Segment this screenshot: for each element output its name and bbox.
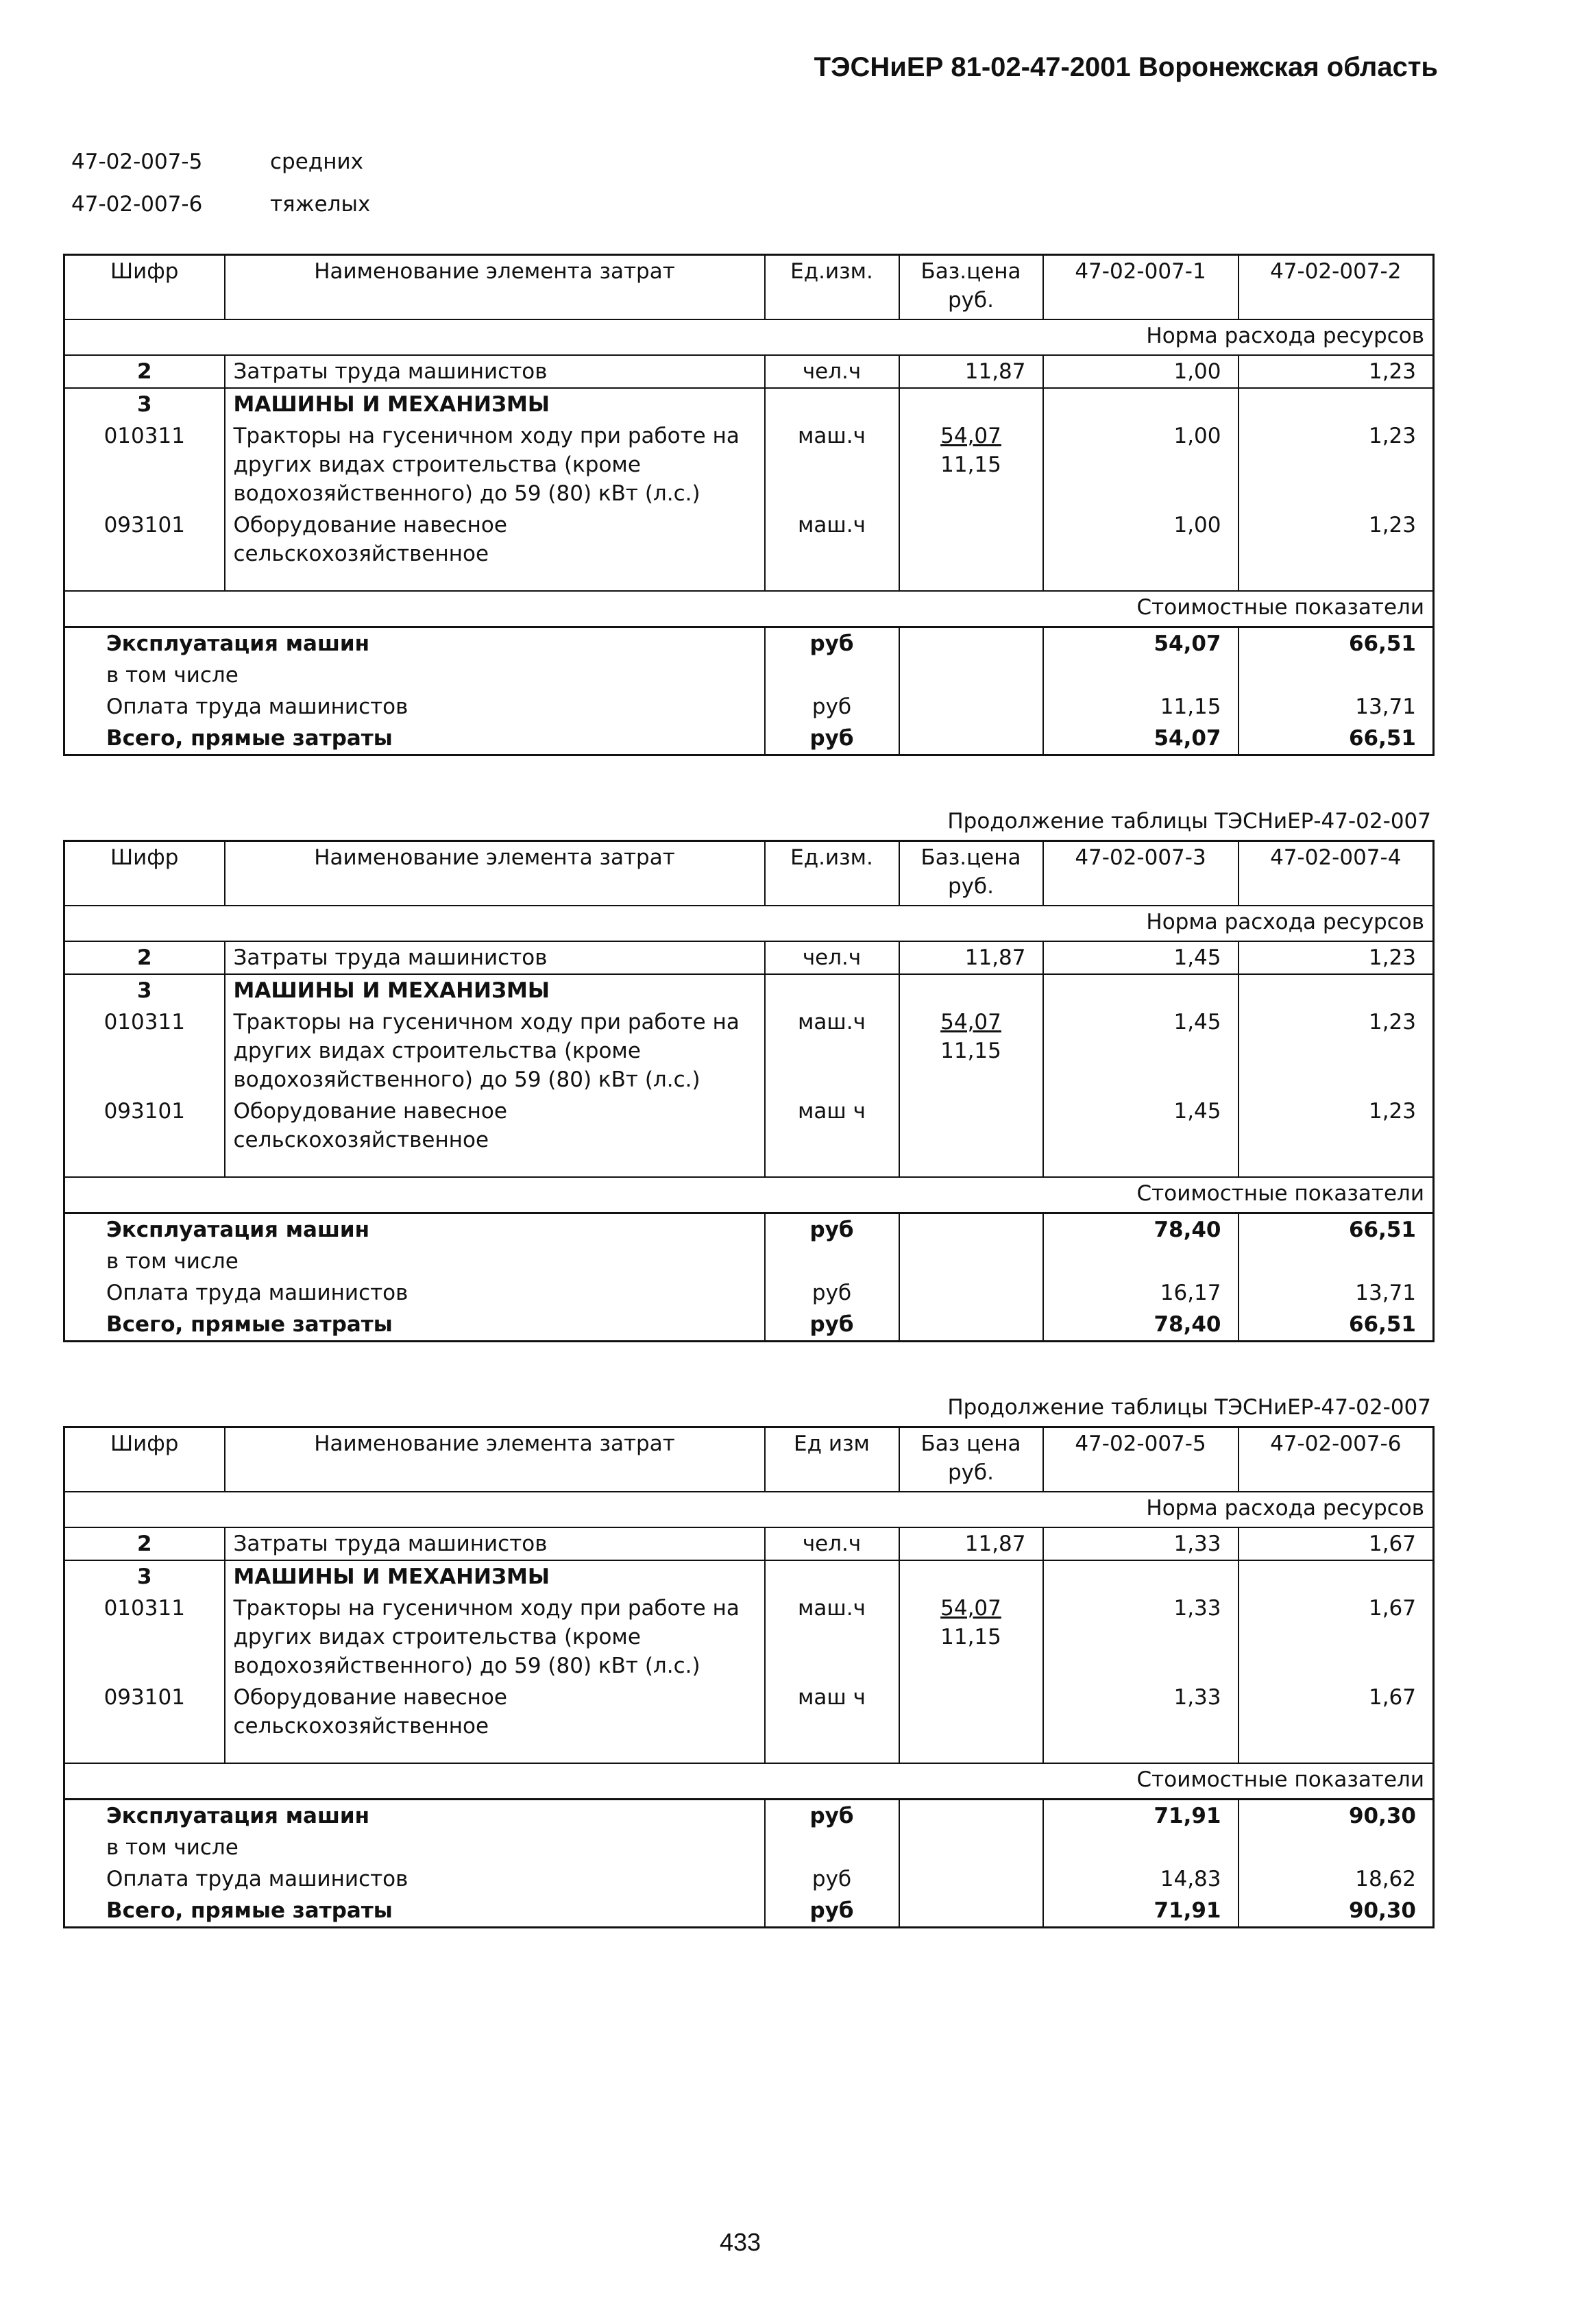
header-col-1: 47-02-007-5 (1043, 1427, 1239, 1492)
row-name: Затраты труда машинистов (225, 1527, 765, 1560)
empty-cell (225, 1742, 765, 1763)
section-name: МАШИНЫ И МЕХАНИЗМЫ (225, 974, 765, 1006)
price-labor: 11,15 (940, 1039, 1001, 1063)
empty-cell (765, 1156, 899, 1177)
spacer-row (64, 570, 1434, 591)
row-value-2: 1,67 (1239, 1682, 1434, 1742)
table-row (64, 509, 1434, 570)
norm-label: Норма расхода ресурсов (64, 1492, 1434, 1527)
summary-name: в том числе (64, 1832, 765, 1863)
summary-value-2: 66,51 (1239, 1309, 1434, 1342)
section-row (64, 1560, 1434, 1593)
empty-cell (899, 691, 1043, 723)
empty-cell (899, 659, 1043, 691)
summary-unit: руб (765, 627, 899, 660)
table-row (64, 1096, 1434, 1156)
empty-cell (899, 723, 1043, 755)
summary-name: Эксплуатация машин (64, 1213, 765, 1246)
row-value-1: 1,00 (1043, 420, 1239, 509)
intro-label: средних (270, 149, 363, 174)
cost-band-row (64, 591, 1434, 627)
summary-unit: руб (765, 1863, 899, 1895)
summary-value-1: 71,91 (1043, 1895, 1239, 1928)
empty-cell (899, 388, 1043, 420)
summary-unit: руб (765, 1277, 899, 1309)
table-row (64, 1527, 1434, 1560)
row-name: Оборудование навесное сельскохозяйственное (225, 1682, 765, 1742)
header-unit: Ед.изм. (765, 841, 899, 906)
summary-row (64, 723, 1434, 755)
summary-unit: руб (765, 691, 899, 723)
cost-label: Стоимостные показатели (64, 1763, 1434, 1800)
resource-table (63, 1426, 1435, 1928)
price-main: 54,07 (940, 424, 1001, 448)
price-labor: 11,15 (940, 452, 1001, 477)
row-value-2: 1,23 (1239, 1006, 1434, 1096)
summary-value-1: 78,40 (1043, 1213, 1239, 1246)
summary-row (64, 1246, 1434, 1277)
row-value-1: 1,45 (1043, 1006, 1239, 1096)
resource-table (63, 840, 1435, 1342)
row-price: 11,87 (899, 941, 1043, 974)
empty-cell (1043, 659, 1239, 691)
header-col-1: 47-02-007-3 (1043, 841, 1239, 906)
section-name: МАШИНЫ И МЕХАНИЗМЫ (225, 388, 765, 420)
summary-name: Эксплуатация машин (64, 1800, 765, 1832)
row-unit: чел.ч (765, 355, 899, 388)
section-row (64, 388, 1434, 420)
header-price: Баз.цена руб. (899, 841, 1043, 906)
empty-cell (765, 388, 899, 420)
empty-cell (1239, 1156, 1434, 1177)
section-row (64, 974, 1434, 1006)
norm-label: Норма расхода ресурсов (64, 906, 1434, 941)
empty-cell (899, 1156, 1043, 1177)
summary-value-2: 90,30 (1239, 1895, 1434, 1928)
empty-cell (899, 1832, 1043, 1863)
price-main: 54,07 (940, 1010, 1001, 1034)
summary-value-2: 90,30 (1239, 1800, 1434, 1832)
document-title: ТЭСНиЕР 81-02-47-2001 Воронежская область (814, 52, 1438, 82)
summary-row (64, 659, 1434, 691)
table-row (64, 1682, 1434, 1742)
empty-cell (765, 974, 899, 1006)
spacer-row (64, 1156, 1434, 1177)
empty-cell (899, 1863, 1043, 1895)
table-row (64, 1006, 1434, 1096)
summary-unit: руб (765, 1800, 899, 1832)
row-code: 093101 (64, 1096, 225, 1156)
summary-value-2: 13,71 (1239, 691, 1434, 723)
empty-cell (1239, 1742, 1434, 1763)
summary-value-2: 13,71 (1239, 1277, 1434, 1309)
spacer-row (64, 1742, 1434, 1763)
empty-cell (765, 1560, 899, 1593)
summary-name: Оплата труда машинистов (64, 1863, 765, 1895)
row-unit: маш.ч (765, 1593, 899, 1682)
row-price: 11,87 (899, 1527, 1043, 1560)
empty-cell (64, 570, 225, 591)
row-value-2: 1,23 (1239, 420, 1434, 509)
row-unit: чел.ч (765, 941, 899, 974)
summary-value-1: 11,15 (1043, 691, 1239, 723)
summary-unit: руб (765, 1895, 899, 1928)
summary-unit: руб (765, 1213, 899, 1246)
row-unit: маш ч (765, 1096, 899, 1156)
empty-cell (899, 1246, 1043, 1277)
empty-cell (899, 509, 1043, 570)
row-value-1: 1,00 (1043, 355, 1239, 388)
row-name: Затраты труда машинистов (225, 355, 765, 388)
section-code: 3 (64, 388, 225, 420)
empty-cell (1043, 1742, 1239, 1763)
row-price: 11,87 (899, 355, 1043, 388)
empty-cell (899, 1309, 1043, 1342)
row-unit: маш.ч (765, 509, 899, 570)
header-code: Шифр (64, 255, 225, 320)
row-value-2: 1,23 (1239, 355, 1434, 388)
empty-cell (765, 1832, 899, 1863)
norm-band-row (64, 906, 1434, 941)
table-header-row (64, 255, 1434, 320)
empty-cell (1043, 570, 1239, 591)
summary-value-2: 66,51 (1239, 1213, 1434, 1246)
header-col-1: 47-02-007-1 (1043, 255, 1239, 320)
summary-row (64, 1309, 1434, 1342)
empty-cell (1239, 659, 1434, 691)
intro-label: тяжелых (270, 192, 371, 217)
table-row (64, 420, 1434, 509)
row-code: 010311 (64, 1593, 225, 1682)
row-code: 010311 (64, 420, 225, 509)
summary-value-1: 54,07 (1043, 723, 1239, 755)
table-row (64, 941, 1434, 974)
section-code: 3 (64, 1560, 225, 1593)
price-labor: 11,15 (940, 1625, 1001, 1649)
summary-value-1: 54,07 (1043, 627, 1239, 660)
summary-unit: руб (765, 723, 899, 755)
empty-cell (1043, 1560, 1239, 1593)
empty-cell (64, 1742, 225, 1763)
summary-name: Всего, прямые затраты (64, 723, 765, 755)
row-value-1: 1,33 (1043, 1593, 1239, 1682)
norm-band-row (64, 319, 1434, 355)
summary-name: Всего, прямые затраты (64, 1895, 765, 1928)
summary-unit: руб (765, 1309, 899, 1342)
table-caption: Продолжение таблицы ТЭСНиЕР-47-02-007 (947, 1395, 1431, 1420)
row-value-1: 1,33 (1043, 1682, 1239, 1742)
row-name: Тракторы на гусеничном ходу при работе на других видах строительства (кроме водохозяйственного) до 59 (80) кВт (л.с.) (225, 1593, 765, 1682)
empty-cell (1239, 388, 1434, 420)
empty-cell (1043, 1246, 1239, 1277)
section-name: МАШИНЫ И МЕХАНИЗМЫ (225, 1560, 765, 1593)
summary-value-1: 16,17 (1043, 1277, 1239, 1309)
cost-band-row (64, 1763, 1434, 1800)
summary-value-2: 66,51 (1239, 627, 1434, 660)
price-main: 54,07 (940, 1596, 1001, 1621)
intro-code: 47-02-007-6 (71, 192, 203, 217)
summary-value-1: 71,91 (1043, 1800, 1239, 1832)
table-header-row (64, 1427, 1434, 1492)
empty-cell (1043, 1832, 1239, 1863)
intro-line (71, 149, 363, 174)
row-name: Тракторы на гусеничном ходу при работе на других видах строительства (кроме водохозяйственного) до 59 (80) кВт (л.с.) (225, 1006, 765, 1096)
empty-cell (1239, 570, 1434, 591)
row-name: Затраты труда машинистов (225, 941, 765, 974)
summary-value-1: 78,40 (1043, 1309, 1239, 1342)
row-name: Оборудование навесное сельскохозяйственное (225, 509, 765, 570)
cost-band-row (64, 1177, 1434, 1213)
summary-row (64, 1895, 1434, 1928)
summary-value-1: 14,83 (1043, 1863, 1239, 1895)
row-value-1: 1,00 (1043, 509, 1239, 570)
row-code: 2 (64, 941, 225, 974)
summary-row (64, 1213, 1434, 1246)
summary-name: в том числе (64, 1246, 765, 1277)
intro-code: 47-02-007-5 (71, 149, 203, 174)
header-unit: Ед изм (765, 1427, 899, 1492)
empty-cell (899, 1682, 1043, 1742)
row-code: 010311 (64, 1006, 225, 1096)
empty-cell (899, 1277, 1043, 1309)
row-code: 093101 (64, 1682, 225, 1742)
header-name: Наименование элемента затрат (225, 255, 765, 320)
section-code: 3 (64, 974, 225, 1006)
summary-row (64, 1863, 1434, 1895)
row-unit: маш.ч (765, 1006, 899, 1096)
header-code: Шифр (64, 1427, 225, 1492)
empty-cell (765, 1246, 899, 1277)
summary-row (64, 1832, 1434, 1863)
row-code: 2 (64, 1527, 225, 1560)
summary-row (64, 627, 1434, 660)
row-unit: маш ч (765, 1682, 899, 1742)
empty-cell (899, 627, 1043, 660)
summary-value-2: 66,51 (1239, 723, 1434, 755)
empty-cell (765, 1742, 899, 1763)
empty-cell (899, 1560, 1043, 1593)
empty-cell (899, 1742, 1043, 1763)
empty-cell (1043, 388, 1239, 420)
summary-name: Эксплуатация машин (64, 627, 765, 660)
row-price (899, 1593, 1043, 1682)
row-value-1: 1,45 (1043, 1096, 1239, 1156)
row-unit: маш.ч (765, 420, 899, 509)
intro-line (71, 192, 370, 217)
summary-row (64, 1277, 1434, 1309)
empty-cell (899, 1895, 1043, 1928)
empty-cell (1043, 1156, 1239, 1177)
row-value-2: 1,67 (1239, 1527, 1434, 1560)
header-name: Наименование элемента затрат (225, 841, 765, 906)
empty-cell (765, 570, 899, 591)
empty-cell (899, 1096, 1043, 1156)
empty-cell (1239, 1832, 1434, 1863)
header-price: Баз цена руб. (899, 1427, 1043, 1492)
header-price: Баз.цена руб. (899, 255, 1043, 320)
cost-label: Стоимостные показатели (64, 1177, 1434, 1213)
row-code: 093101 (64, 509, 225, 570)
row-price (899, 1006, 1043, 1096)
header-unit: Ед.изм. (765, 255, 899, 320)
row-value-2: 1,23 (1239, 509, 1434, 570)
row-value-2: 1,23 (1239, 1096, 1434, 1156)
summary-name: в том числе (64, 659, 765, 691)
summary-row (64, 1800, 1434, 1832)
summary-name: Оплата труда машинистов (64, 691, 765, 723)
empty-cell (899, 974, 1043, 1006)
norm-label: Норма расхода ресурсов (64, 319, 1434, 355)
norm-band-row (64, 1492, 1434, 1527)
table-caption: Продолжение таблицы ТЭСНиЕР-47-02-007 (947, 809, 1431, 834)
empty-cell (899, 1800, 1043, 1832)
cost-label: Стоимостные показатели (64, 591, 1434, 627)
summary-name: Всего, прямые затраты (64, 1309, 765, 1342)
row-value-1: 1,33 (1043, 1527, 1239, 1560)
empty-cell (1239, 1560, 1434, 1593)
header-col-2: 47-02-007-6 (1239, 1427, 1434, 1492)
row-value-2: 1,23 (1239, 941, 1434, 974)
table-row (64, 355, 1434, 388)
header-code: Шифр (64, 841, 225, 906)
empty-cell (899, 1213, 1043, 1246)
header-col-2: 47-02-007-2 (1239, 255, 1434, 320)
row-value-2: 1,67 (1239, 1593, 1434, 1682)
summary-name: Оплата труда машинистов (64, 1277, 765, 1309)
row-value-1: 1,45 (1043, 941, 1239, 974)
resource-table (63, 254, 1435, 756)
page-number: 433 (719, 2228, 761, 2256)
row-name: Тракторы на гусеничном ходу при работе на других видах строительства (кроме водохозяйственного) до 59 (80) кВт (л.с.) (225, 420, 765, 509)
empty-cell (225, 1156, 765, 1177)
table-row (64, 1593, 1434, 1682)
header-name: Наименование элемента затрат (225, 1427, 765, 1492)
summary-row (64, 691, 1434, 723)
row-code: 2 (64, 355, 225, 388)
empty-cell (1043, 974, 1239, 1006)
empty-cell (64, 1156, 225, 1177)
row-unit: чел.ч (765, 1527, 899, 1560)
header-col-2: 47-02-007-4 (1239, 841, 1434, 906)
empty-cell (225, 570, 765, 591)
empty-cell (765, 659, 899, 691)
table-header-row (64, 841, 1434, 906)
row-name: Оборудование навесное сельскохозяйственное (225, 1096, 765, 1156)
summary-value-2: 18,62 (1239, 1863, 1434, 1895)
empty-cell (1239, 1246, 1434, 1277)
empty-cell (899, 570, 1043, 591)
row-price (899, 420, 1043, 509)
empty-cell (1239, 974, 1434, 1006)
